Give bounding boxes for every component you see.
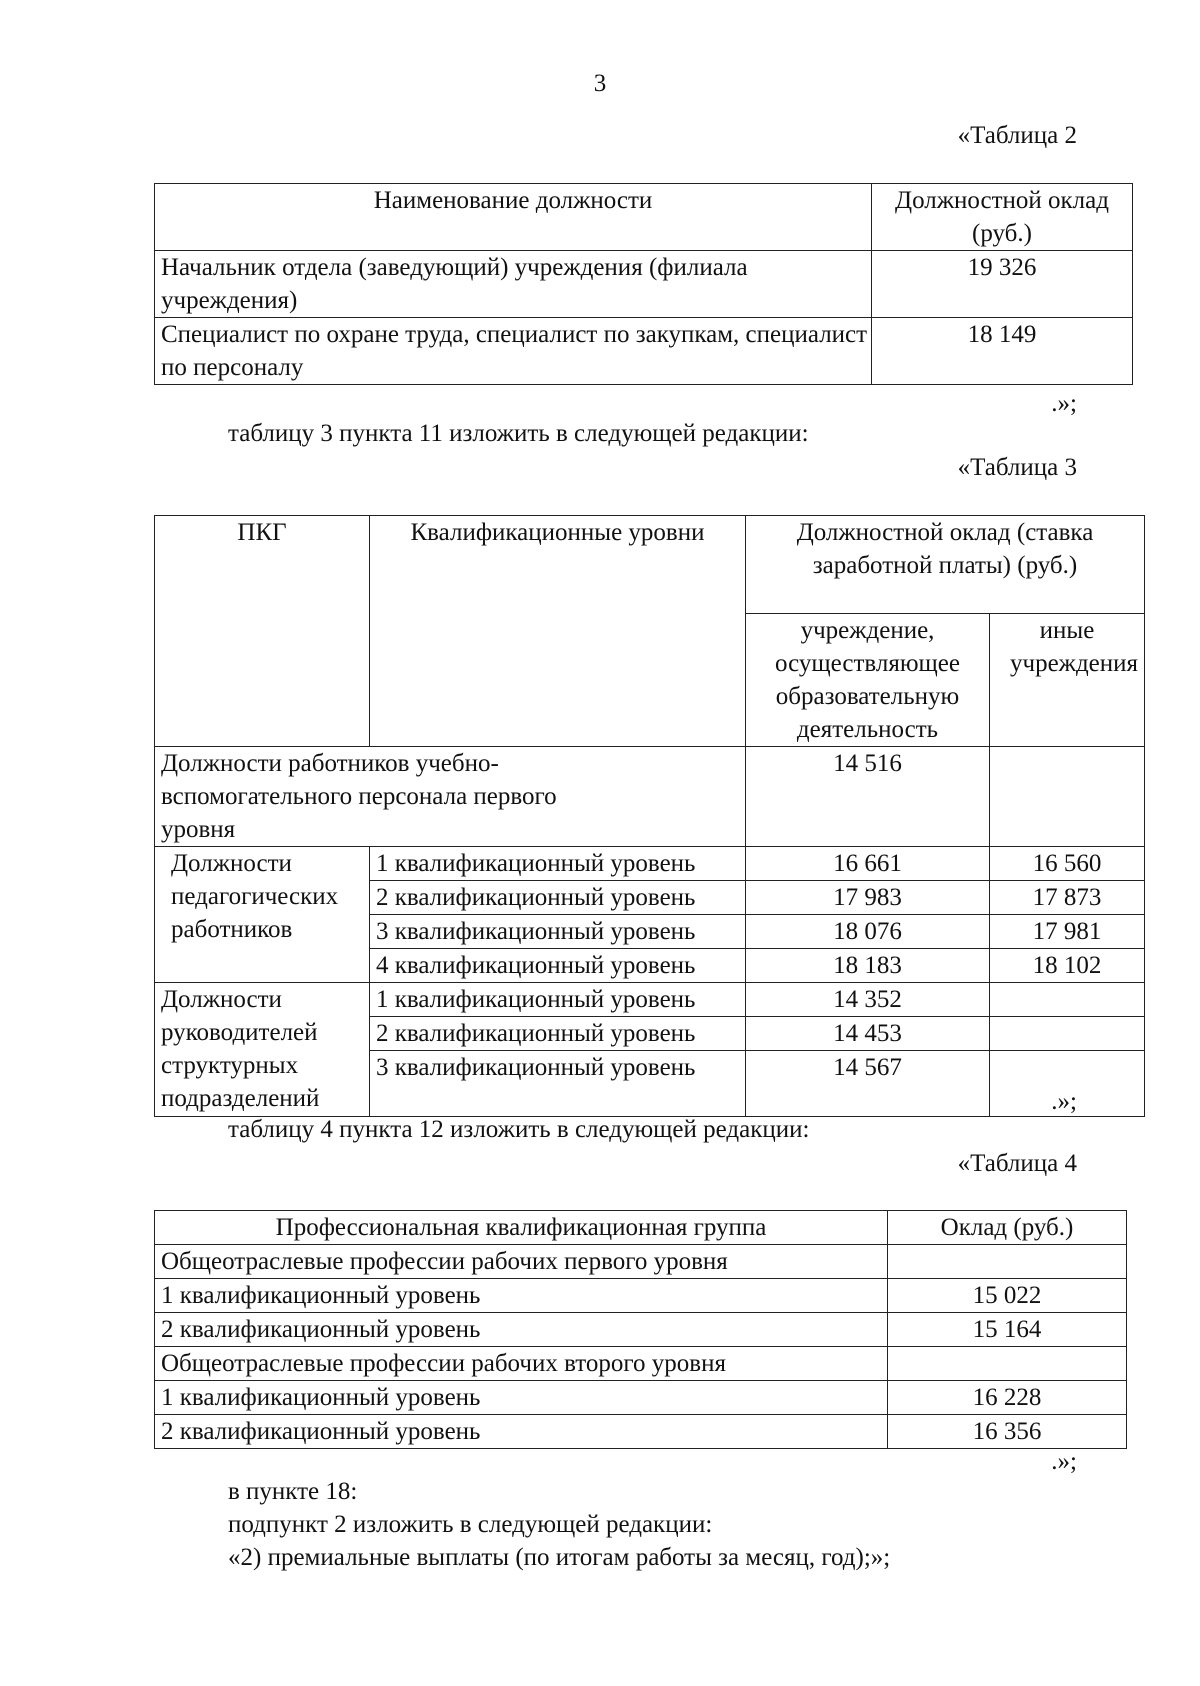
table3-edu-value: 14 516 [746,747,990,847]
table3-group2-label: Должности педагогических работников [155,847,370,983]
table2-salary-value: 19 326 [872,251,1133,318]
intro-table3: таблицу 3 пункта 11 изложить в следующей редакции: [228,420,809,447]
table2-position-name: Начальник отдела (заведующий) учреждения (филиала учреждения) [155,251,872,318]
table-row [155,847,1145,881]
closing-line-1: в пункте 18: [228,1478,358,1505]
table4-row-label: 1 квалификационный уровень [155,1279,888,1313]
table4-row-label: Общеотраслевые профессии рабочих второго уровня [155,1347,888,1381]
table-row [155,1313,1127,1347]
table-row [155,983,1145,1017]
table2-end-mark: .»; [1051,390,1077,417]
table4-salary-value [888,1347,1127,1381]
table3-other-value [990,983,1145,1017]
table3-header-levels: Квалификационные уровни [370,516,746,747]
closing-line-3: «2) премиальные выплаты (по итогам работы за месяц, год);»; [228,1544,891,1571]
table3-other-value: 17 981 [990,915,1145,949]
table-row [155,1279,1127,1313]
table4-header-group: Профессиональная квалификационная группа [155,1211,888,1245]
table4-header-row [155,1211,1127,1245]
table2-salary-value: 18 149 [872,318,1133,385]
table2-header-name: Наименование должности [155,184,872,251]
table3-other-value: 16 560 [990,847,1145,881]
table-row [155,1381,1127,1415]
table3-level: 1 квалификационный уровень [370,983,746,1017]
intro-table4: таблицу 4 пункта 12 изложить в следующей редакции: [228,1116,810,1143]
table-row [155,251,1133,318]
table4-salary-value: 16 356 [888,1415,1127,1449]
table3-edu-value: 16 661 [746,847,990,881]
table3-edu-value: 14 352 [746,983,990,1017]
table4-row-label: 2 квалификационный уровень [155,1313,888,1347]
table4-header-salary: Оклад (руб.) [888,1211,1127,1245]
table3-edu-value: 18 076 [746,915,990,949]
closing-line-2: подпункт 2 изложить в следующей редакции: [228,1511,713,1538]
table3-other-value [990,747,1145,847]
table3-level: 4 квалификационный уровень [370,949,746,983]
table3-group3-label: Должности руководителей структурных подразделений [155,983,370,1117]
table3-level: 2 квалификационный уровень [370,881,746,915]
table3-edu-value: 18 183 [746,949,990,983]
table3-level: 1 квалификационный уровень [370,847,746,881]
table3-group1-label: Должности работников учебно-вспомогательного персонала первого уровня [155,747,746,847]
table2 [154,183,1133,385]
table3-header-other: иные учреждения [990,614,1145,747]
table3-other-value: 17 873 [990,881,1145,915]
table3-other-value [990,1017,1145,1051]
table4-caption: «Таблица 4 [957,1150,1077,1177]
table4-row-label: 1 квалификационный уровень [155,1381,888,1415]
table2-position-name: Специалист по охране труда, специалист по закупкам, специалист по персоналу [155,318,872,385]
table3-header-salary: Должностной оклад (ставка заработной платы) (руб.) [746,516,1145,614]
table3-header-edu: учреждение, осуществляющее образовательную деятельность [746,614,990,747]
table2-caption: «Таблица 2 [957,122,1077,149]
table3-edu-value: 17 983 [746,881,990,915]
table4-row-label: Общеотраслевые профессии рабочих первого уровня [155,1245,888,1279]
page-number: 3 [593,70,607,97]
table3-level: 3 квалификационный уровень [370,1051,746,1117]
table4-salary-value: 15 164 [888,1313,1127,1347]
table2-header-salary: Должностной оклад (руб.) [872,184,1133,251]
table4-salary-value: 15 022 [888,1279,1127,1313]
table3-edu-value: 14 567 [746,1051,990,1117]
table3-edu-value: 14 453 [746,1017,990,1051]
table3-header-row [155,516,1145,614]
table-row [155,318,1133,385]
table3 [154,515,1145,1117]
table-row [155,747,1145,847]
table4-end-mark: .»; [1051,1448,1077,1475]
table3-header-pkg: ПКГ [155,516,370,747]
table3-level: 2 квалификационный уровень [370,1017,746,1051]
table4-row-label: 2 квалификационный уровень [155,1415,888,1449]
table-row [155,1245,1127,1279]
table4-salary-value: 16 228 [888,1381,1127,1415]
table2-header-row [155,184,1133,251]
table3-end-mark: .»; [1051,1088,1077,1115]
table3-other-value: 18 102 [990,949,1145,983]
table4-salary-value [888,1245,1127,1279]
table4 [154,1210,1127,1449]
table3-caption: «Таблица 3 [957,454,1077,481]
table3-level: 3 квалификационный уровень [370,915,746,949]
table-row [155,1347,1127,1381]
table-row [155,1415,1127,1449]
